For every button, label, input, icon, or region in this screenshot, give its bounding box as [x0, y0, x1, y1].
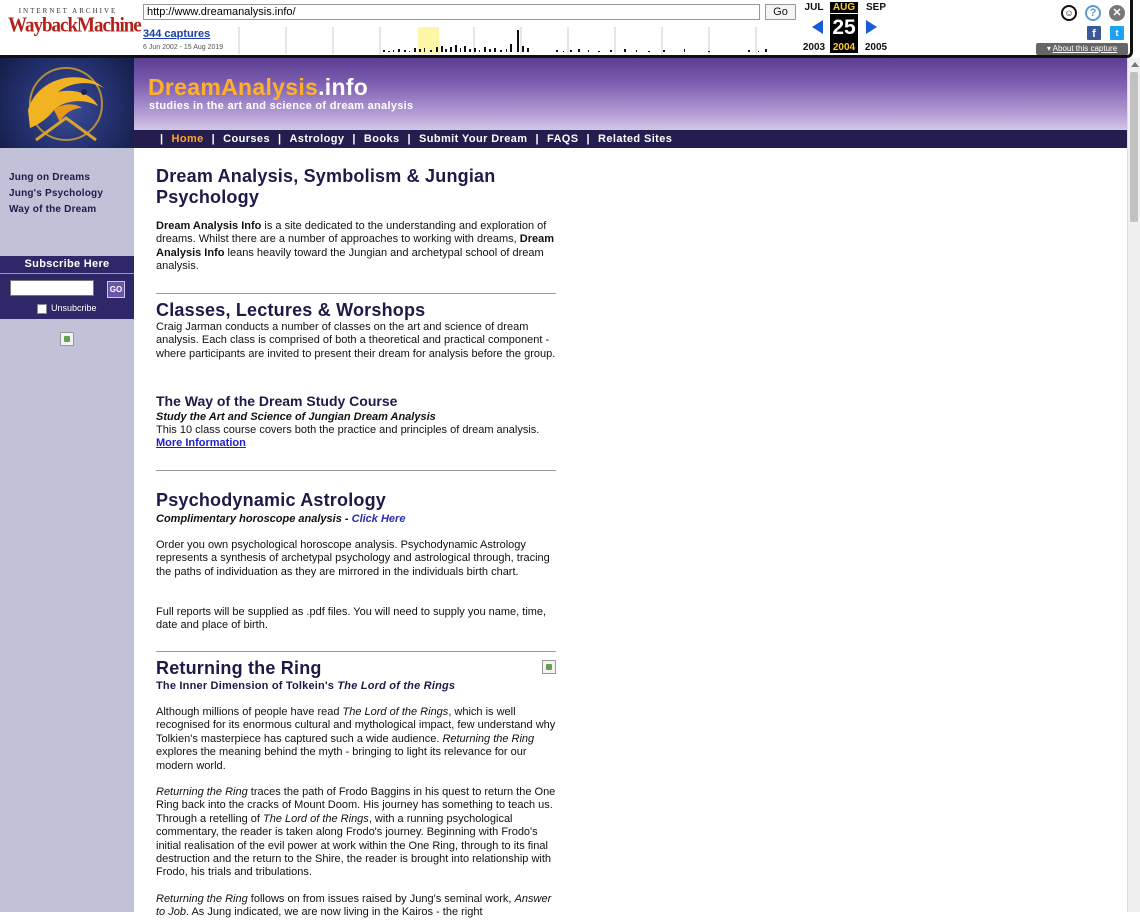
section-divider [156, 651, 556, 652]
nav-books[interactable]: Books [363, 133, 400, 145]
wayback-url-input[interactable] [143, 4, 760, 20]
capture-calendar [800, 2, 895, 54]
click-here-link[interactable]: Click Here [351, 513, 406, 525]
ring-subheading [156, 680, 556, 692]
section-divider [156, 470, 556, 471]
help-icon[interactable]: ? [1085, 5, 1101, 21]
broken-image-icon [542, 660, 556, 674]
month-current: AUG [830, 2, 858, 13]
capture-range: 6 Jun 2002 - 15 Aug 2019 [143, 44, 224, 51]
wayback-logo-top: INTERNET ARCHIVE [18, 7, 118, 15]
astrology-paragraph-1: Order you own psychological horoscope analysis. Psychodynamic Astrology represents a synthesis of archetypal psychology and astrological through, tracing the paths of individuation as they are mirrored in the individuals birth chart. [156, 539, 550, 578]
ring-paragraph-3 [156, 893, 556, 920]
astrology-heading: Psychodynamic Astrology [156, 490, 386, 510]
month-prev[interactable]: JUL [804, 2, 824, 13]
site-banner [134, 58, 1127, 130]
capture-day: 25 [830, 14, 858, 42]
wayback-go-button[interactable]: Go [765, 4, 796, 20]
month-next[interactable]: SEP [865, 2, 886, 13]
prev-capture-arrow-icon[interactable] [812, 20, 823, 34]
wayback-logo-main: WaybackMachine [8, 13, 141, 37]
subscribe-go-button[interactable]: GO [107, 281, 125, 298]
close-icon[interactable]: ✕ [1109, 5, 1125, 21]
subscribe-divider [0, 273, 134, 274]
intro-text-1: is a site dedicated to the understanding and exploration of dreams. Whilst there are a number of approaches to working with dreams, [156, 220, 547, 246]
site-title-tld: .info [318, 74, 369, 100]
ring-p1-em1: The Lord of the Rings [342, 706, 449, 718]
sidebar-item-way-of-the-dream[interactable]: Way of the Dream [9, 204, 97, 215]
site-title-main: DreamAnalysis [148, 74, 319, 100]
about-capture-button[interactable]: ▾ About this capture [1036, 43, 1128, 55]
section-divider [156, 293, 556, 294]
page-title: Dream Analysis, Symbolism & Jungian Psychology [156, 166, 496, 207]
next-capture-arrow-icon[interactable] [866, 20, 877, 34]
ring-p2-em1: Returning the Ring [156, 786, 248, 798]
left-sidebar [0, 148, 134, 912]
scroll-thumb[interactable] [1130, 72, 1138, 222]
nav-separator: | [352, 133, 356, 145]
site-header [0, 58, 1127, 148]
course-paragraph [156, 424, 556, 451]
year-prev[interactable]: 2003 [802, 42, 826, 53]
course-text: This 10 class course covers both the practice and principles of dream analysis. [156, 424, 540, 436]
classes-paragraph: Craig Jarman conducts a number of classes on the art and science of dream analysis. Each class is comprised of both a theoretical and practical component - where participants are invited to present their dream for analysis before the group. [156, 321, 556, 360]
nav-separator: | [211, 133, 216, 145]
nav-faqs[interactable]: FAQS [546, 133, 579, 145]
subscribe-email-input[interactable] [10, 280, 94, 296]
site-logo[interactable] [0, 58, 134, 148]
ring-sub-title: The Lord of the Rings [337, 680, 456, 692]
ring-p2-b: , with a running psychological commentary, the reader is taken along Frodo's journey. Beginning with Frodo's initial realisation of the evil power at work within the One Ring, through to its final destruction and the return to the Shire, the reader is brought into relationship with Frodo, his trials and tribulations. [156, 812, 552, 879]
year-next[interactable]: 2005 [864, 42, 888, 53]
user-icon[interactable]: ☺ [1061, 5, 1077, 21]
classes-heading: Classes, Lectures & Worshops [156, 300, 426, 320]
sidebar-links [9, 172, 103, 220]
broken-image-icon [60, 332, 74, 346]
nav-separator: | [160, 133, 164, 145]
ring-sub-text: The Inner Dimension of Tolkein's [156, 680, 338, 692]
ring-p1-b: , which is well recognised for its enormous cultural and mythological impact, few understand why Tolkien's masterpiece has captured such a wide audience. [156, 706, 556, 745]
main-navigation [134, 130, 1127, 148]
year-current: 2004 [830, 42, 858, 53]
subscribe-heading: Subscribe Here [24, 258, 110, 270]
unsubscribe-label: Unsubcribe [51, 303, 97, 313]
astrology-subheading [156, 513, 556, 525]
wayback-logo[interactable] [8, 7, 141, 47]
nav-astrology[interactable]: Astrology [289, 133, 345, 145]
capture-sparkline[interactable] [238, 27, 798, 54]
sidebar-item-jungs-psychology[interactable]: Jung's Psychology [9, 188, 104, 199]
nav-separator: | [407, 133, 411, 145]
wayback-toolbar [0, 0, 1133, 58]
nav-home[interactable]: Home [171, 133, 204, 145]
ring-p2-a: traces the path of Frodo Baggins in his quest to return the One Ring back into the cracks of Mount Doom. His journey has something to teach us. Through a retelling of [156, 786, 556, 825]
ring-paragraph-2 [156, 786, 556, 880]
intro-bold-1: Dream Analysis Info [156, 220, 262, 232]
ring-p3-em1: Returning the Ring [156, 893, 248, 905]
course-subheading: Study the Art and Science of Jungian Dream Analysis [156, 411, 436, 423]
nav-separator: | [535, 133, 539, 145]
about-capture-label: About this capture [1052, 44, 1118, 53]
site-tagline: studies in the art and science of dream analysis [149, 100, 414, 112]
scroll-up-arrow-icon[interactable] [1131, 62, 1139, 67]
intro-text-2: leans heavily toward the Jungian and archetypal school of dream analysis. [156, 246, 544, 273]
twitter-icon[interactable]: t [1110, 26, 1124, 40]
more-information-link[interactable]: More Information [156, 437, 246, 450]
astrology-paragraph-2: Full reports will be supplied as .pdf files. You will need to supply you name, time, date and place of birth. [156, 606, 547, 632]
nav-submit-your-dream[interactable]: Submit Your Dream [418, 133, 528, 145]
nav-related-sites[interactable]: Related Sites [598, 133, 673, 145]
ring-heading: Returning the Ring [156, 658, 322, 678]
intro-bold-2: Dream Analysis Info [156, 233, 555, 259]
captures-link[interactable]: 344 captures [143, 28, 211, 40]
unsubscribe-checkbox[interactable] [37, 304, 47, 314]
ring-p2-em2: The Lord of the Rings [263, 812, 369, 825]
nav-courses[interactable]: Courses [223, 133, 270, 145]
ring-p3-em2: Answer to Job [156, 893, 552, 919]
ring-p3-a: follows on from issues raised by Jung's seminal work, [247, 893, 512, 905]
sidebar-item-jung-on-dreams[interactable]: Jung on Dreams [9, 172, 91, 183]
site-title[interactable] [148, 74, 368, 101]
subscribe-box [0, 256, 134, 319]
ring-p1-c: explores the meaning behind the myth - bringing to light its relevance for our modern world. [156, 746, 527, 772]
nav-separator: | [586, 133, 590, 145]
facebook-icon[interactable]: f [1087, 26, 1101, 40]
ring-p1-a: Although millions of people have read [156, 706, 343, 718]
ring-paragraph-1 [156, 706, 556, 773]
ring-p1-em2: Returning the Ring [442, 732, 535, 745]
astrology-sub-text: Complimentary horoscope analysis - [156, 513, 352, 525]
nav-separator: | [277, 133, 282, 145]
page-scrollbar[interactable] [1127, 58, 1140, 912]
course-heading: The Way of the Dream Study Course [156, 393, 398, 409]
eagle-logo-icon [0, 58, 134, 148]
ring-p3-b: . As Jung indicated, we are now living in the Kairos - the right [185, 906, 483, 919]
intro-paragraph [156, 220, 556, 274]
